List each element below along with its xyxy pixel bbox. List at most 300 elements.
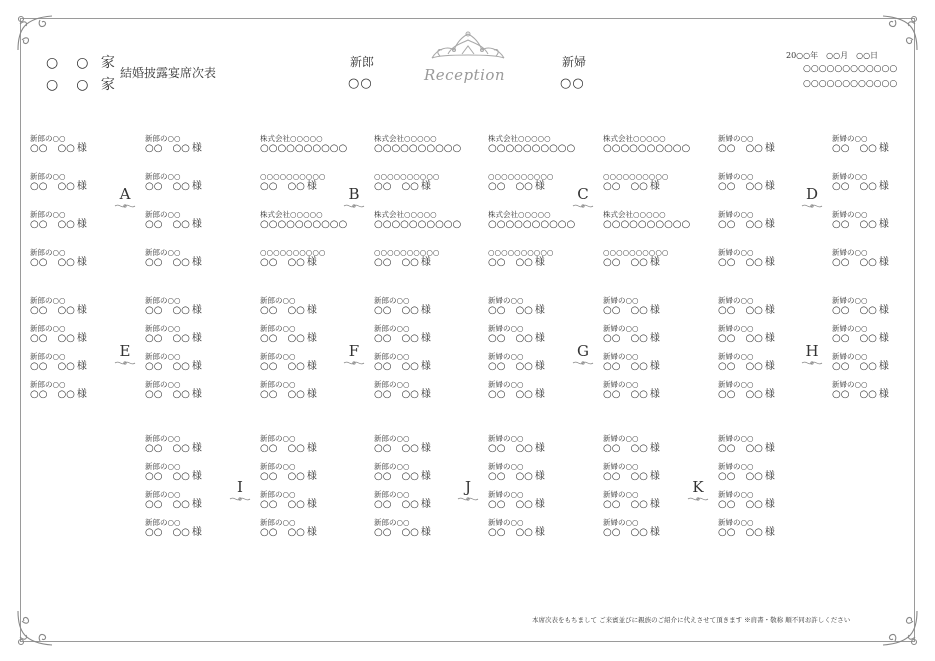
seat-relation: 新婦の○○: [832, 380, 868, 389]
seat-name: ○○ ○○: [260, 389, 305, 400]
seat-name: ○○ ○○: [718, 181, 763, 192]
seat-name-line: [603, 143, 691, 154]
seat-name: ○○○○○○○○○○: [260, 219, 348, 230]
seat-name: ○○ ○○: [488, 471, 533, 482]
table-letter: J: [464, 478, 471, 496]
seat-name-line: [260, 143, 348, 154]
seat-honorific: 様: [764, 527, 775, 538]
seat-relation: 新婦の○○: [603, 490, 639, 499]
seat-name-line: [603, 219, 691, 230]
seat-name-line: [374, 306, 450, 315]
seat-honorific: 様: [306, 499, 317, 510]
bride-name: ○○: [560, 76, 585, 91]
seat-honorific: 様: [191, 471, 202, 482]
seat-honorific: 様: [878, 257, 889, 268]
seat-entry: [374, 380, 450, 399]
seat-relation: 新郎の○○: [260, 434, 296, 443]
table-label: [342, 186, 366, 210]
seat-relation: 新郎の○○: [374, 296, 410, 305]
seat-honorific: 様: [76, 219, 87, 230]
seat-name: ○○ ○○: [30, 389, 75, 400]
seat-name: ○○ ○○: [374, 527, 419, 538]
seat-relation: 株式会社○○○○○: [260, 134, 323, 143]
seat-entry: [30, 210, 106, 229]
seat-name-line: [30, 390, 106, 399]
seat-name-line: [260, 362, 336, 371]
seat-name: ○○ ○○: [260, 443, 305, 454]
seat-honorific: 様: [191, 333, 202, 344]
seat-entry: [30, 172, 106, 191]
seat-entry: [718, 172, 794, 191]
seat-entry: [374, 296, 450, 315]
seat-relation: 新婦の○○: [603, 380, 639, 389]
seat-name: ○○ ○○: [832, 181, 877, 192]
seat-entry: [374, 518, 450, 537]
seat-name-line: [260, 334, 336, 343]
seat-entry: [260, 210, 348, 230]
seat-entry: [145, 248, 221, 267]
seat-relation: 株式会社○○○○○: [603, 134, 666, 143]
seat-relation: 新婦の○○: [718, 380, 754, 389]
seat-relation: 新婦の○○: [488, 352, 524, 361]
seat-entry: [832, 210, 908, 229]
seat-entry: [832, 352, 908, 371]
seat-honorific: 様: [764, 471, 775, 482]
seat-name: ○○ ○○: [488, 443, 533, 454]
seat-relation: ○○○○○○○○○○: [374, 248, 440, 257]
seat-entry: [30, 134, 106, 153]
seat-relation: 株式会社○○○○○: [488, 210, 551, 219]
seat-name-line: [30, 144, 106, 153]
seat-entry: [832, 134, 908, 153]
seat-relation: 新郎の○○: [374, 490, 410, 499]
corner-ornament-icon: [12, 607, 56, 651]
seat-honorific: 様: [878, 219, 889, 230]
seat-name-line: [718, 220, 794, 229]
seat-name: ○○ ○○: [145, 257, 190, 268]
bride-label: 新婦: [562, 55, 587, 69]
seat-entry: [374, 134, 462, 154]
table-label: [228, 479, 252, 503]
seat-name: ○○ ○○: [488, 181, 533, 192]
seat-entry: [145, 462, 221, 481]
seat-relation: ○○○○○○○○○○: [374, 172, 440, 181]
seat-honorific: 様: [191, 219, 202, 230]
seat-name-line: [30, 306, 106, 315]
tiara-icon: [418, 28, 518, 68]
seat-name-line: [374, 444, 450, 453]
seat-entry: [374, 210, 462, 230]
seat-relation: 新婦の○○: [488, 462, 524, 471]
seat-honorific: 様: [191, 389, 202, 400]
seat-name-line: [603, 306, 679, 315]
seat-relation: 新婦の○○: [718, 490, 754, 499]
seat-name-line: [832, 258, 908, 267]
seat-name-line: [718, 472, 794, 481]
seat-name: ○○○○○○○○○○: [374, 143, 462, 154]
seat-entry: [832, 248, 908, 267]
seat-entry: [260, 352, 336, 371]
seat-name: ○○ ○○: [718, 257, 763, 268]
seat-honorific: 様: [191, 143, 202, 154]
seat-honorific: 様: [878, 389, 889, 400]
seat-relation: 新郎の○○: [30, 352, 66, 361]
seat-name: ○○ ○○: [30, 257, 75, 268]
seat-honorific: 様: [878, 361, 889, 372]
seat-entry: [488, 134, 576, 154]
seat-honorific: 様: [764, 443, 775, 454]
seat-name-line: [374, 143, 462, 154]
seat-entry: [260, 134, 348, 154]
footer-note: 本席次表をもちまして ご来賓並びに親族のご紹介に代えさせて頂きます ※肩書・敬称 順不同お許しください: [532, 616, 851, 624]
seat-relation: 新婦の○○: [603, 324, 639, 333]
seat-relation: 新婦の○○: [488, 380, 524, 389]
seat-relation: 新婦の○○: [832, 352, 868, 361]
seat-name-line: [832, 334, 908, 343]
table-letter: F: [348, 342, 360, 360]
seat-entry: [260, 324, 336, 343]
seat-entry: [260, 518, 336, 537]
seat-name-line: [718, 390, 794, 399]
seat-honorific: 様: [76, 257, 87, 268]
seat-honorific: 様: [76, 389, 87, 400]
seat-honorific: 様: [420, 499, 431, 510]
table-label: [113, 186, 137, 210]
seat-name-line: [260, 219, 348, 230]
seat-name-line: [718, 528, 794, 537]
seat-honorific: 様: [534, 499, 545, 510]
flourish-icon: [572, 202, 594, 210]
seat-honorific: 様: [420, 361, 431, 372]
seat-entry: [145, 518, 221, 537]
seat-entry: [145, 324, 221, 343]
seat-relation: 新婦の○○: [832, 296, 868, 305]
seat-honorific: 様: [764, 143, 775, 154]
seat-honorific: 様: [306, 361, 317, 372]
seat-entry: [832, 296, 908, 315]
seat-entry: [488, 490, 564, 509]
seat-name-line: [30, 362, 106, 371]
seat-name-line: [145, 182, 221, 191]
seat-name-line: [832, 390, 908, 399]
seat-name-line: [260, 500, 336, 509]
seat-name-line: [260, 528, 336, 537]
seat-entry: [374, 352, 450, 371]
seat-name: ○○ ○○: [374, 257, 419, 268]
seat-entry: [260, 462, 336, 481]
seat-name-line: [718, 500, 794, 509]
seat-honorific: 様: [420, 527, 431, 538]
seat-honorific: 様: [764, 257, 775, 268]
seat-name-line: [145, 220, 221, 229]
seat-entry: [374, 248, 450, 267]
seat-name-line: [374, 390, 450, 399]
seat-relation: 新婦の○○: [832, 210, 868, 219]
seat-name: ○○ ○○: [603, 333, 648, 344]
seat-entry: [145, 210, 221, 229]
seat-name: ○○ ○○: [260, 361, 305, 372]
seat-relation: 新郎の○○: [145, 380, 181, 389]
seat-name: ○○ ○○: [145, 219, 190, 230]
seat-name: ○○○○○○○○○○: [374, 219, 462, 230]
seat-entry: [488, 172, 564, 191]
seat-relation: 新婦の○○: [718, 352, 754, 361]
seat-relation: 新婦の○○: [718, 210, 754, 219]
seat-honorific: 様: [191, 361, 202, 372]
seat-entry: [30, 352, 106, 371]
seat-relation: 新婦の○○: [488, 490, 524, 499]
seat-relation: ○○○○○○○○○○: [603, 248, 669, 257]
seat-name: ○○ ○○: [832, 219, 877, 230]
seat-honorific: 様: [420, 305, 431, 316]
seat-entry: [374, 462, 450, 481]
seat-relation: 株式会社○○○○○: [374, 134, 437, 143]
seat-honorific: 様: [764, 499, 775, 510]
seat-name: ○○ ○○: [603, 181, 648, 192]
seat-relation: 新郎の○○: [260, 380, 296, 389]
seat-name: ○○ ○○: [718, 471, 763, 482]
seat-name: ○○ ○○: [718, 389, 763, 400]
seat-name-line: [488, 444, 564, 453]
seat-name: ○○ ○○: [30, 181, 75, 192]
seat-honorific: 様: [649, 333, 660, 344]
seat-name: ○○ ○○: [718, 443, 763, 454]
seat-name: ○○ ○○: [832, 257, 877, 268]
seat-name-line: [603, 390, 679, 399]
seat-relation: 新婦の○○: [488, 324, 524, 333]
seat-relation: 新郎の○○: [145, 352, 181, 361]
seat-relation: ○○○○○○○○○○: [488, 248, 554, 257]
seat-name-line: [374, 258, 450, 267]
seat-honorific: 様: [306, 333, 317, 344]
seat-name-line: [374, 472, 450, 481]
seat-name: ○○ ○○: [603, 471, 648, 482]
seat-entry: [603, 462, 679, 481]
seat-honorific: 様: [649, 257, 660, 268]
seat-name: ○○ ○○: [832, 143, 877, 154]
seat-honorific: 様: [306, 389, 317, 400]
seat-relation: 新郎の○○: [145, 210, 181, 219]
seat-honorific: 様: [306, 443, 317, 454]
seat-entry: [260, 172, 336, 191]
seat-relation: 新婦の○○: [832, 248, 868, 257]
flourish-icon: [343, 359, 365, 367]
seat-name-line: [145, 500, 221, 509]
seat-name: ○○ ○○: [718, 499, 763, 510]
seat-honorific: 様: [306, 257, 317, 268]
seat-name-line: [603, 472, 679, 481]
seat-entry: [488, 352, 564, 371]
seat-honorific: 様: [649, 499, 660, 510]
seat-relation: 新婦の○○: [718, 172, 754, 181]
seat-entry: [260, 490, 336, 509]
seat-honorific: 様: [764, 181, 775, 192]
seat-honorific: 様: [420, 257, 431, 268]
seat-honorific: 様: [420, 471, 431, 482]
seat-entry: [718, 296, 794, 315]
seat-honorific: 様: [76, 143, 87, 154]
seat-name: ○○ ○○: [832, 389, 877, 400]
seat-name-line: [374, 182, 450, 191]
seat-relation: 新婦の○○: [488, 296, 524, 305]
seat-honorific: 様: [76, 305, 87, 316]
seat-name: ○○ ○○: [374, 443, 419, 454]
seat-honorific: 様: [306, 527, 317, 538]
table-letter: D: [805, 185, 819, 203]
table-label: [113, 343, 137, 367]
seat-name: ○○ ○○: [718, 219, 763, 230]
seat-relation: 株式会社○○○○○: [374, 210, 437, 219]
seat-relation: 新郎の○○: [145, 296, 181, 305]
seat-name-line: [145, 528, 221, 537]
seat-honorific: 様: [534, 181, 545, 192]
seat-honorific: 様: [534, 527, 545, 538]
seat-honorific: 様: [420, 389, 431, 400]
seat-entry: [718, 462, 794, 481]
seat-name: ○○ ○○: [145, 499, 190, 510]
seat-name: ○○ ○○: [374, 333, 419, 344]
corner-ornament-icon: [879, 10, 923, 54]
seat-relation: 新婦の○○: [718, 296, 754, 305]
table-label: [571, 343, 595, 367]
seat-entry: [145, 434, 221, 453]
seat-honorific: 様: [420, 333, 431, 344]
seat-entry: [145, 352, 221, 371]
seat-name: ○○ ○○: [603, 499, 648, 510]
seat-relation: 新婦の○○: [718, 248, 754, 257]
seat-relation: 新郎の○○: [374, 518, 410, 527]
seat-entry: [145, 172, 221, 191]
seat-name: ○○ ○○: [260, 333, 305, 344]
flourish-icon: [229, 495, 251, 503]
seat-entry: [718, 518, 794, 537]
seat-honorific: 様: [764, 333, 775, 344]
seat-name-line: [260, 182, 336, 191]
seat-honorific: 様: [534, 361, 545, 372]
seat-name-line: [603, 182, 679, 191]
seat-entry: [718, 134, 794, 153]
seat-name-line: [718, 258, 794, 267]
seat-name: ○○ ○○: [488, 333, 533, 344]
seat-entry: [145, 134, 221, 153]
seat-name-line: [488, 306, 564, 315]
seat-name: ○○ ○○: [488, 305, 533, 316]
seat-honorific: 様: [534, 305, 545, 316]
seat-name: ○○ ○○: [374, 389, 419, 400]
seat-name: ○○ ○○: [260, 499, 305, 510]
seat-entry: [488, 434, 564, 453]
seat-name: ○○ ○○: [260, 305, 305, 316]
seat-name-line: [488, 219, 576, 230]
seat-relation: 新郎の○○: [145, 134, 181, 143]
seat-relation: 新郎の○○: [260, 490, 296, 499]
seat-relation: 新婦の○○: [832, 134, 868, 143]
seat-entry: [374, 434, 450, 453]
seat-name-line: [145, 306, 221, 315]
seat-name: ○○ ○○: [145, 471, 190, 482]
seat-entry: [718, 490, 794, 509]
seat-name-line: [145, 258, 221, 267]
seat-entry: [145, 296, 221, 315]
seat-honorific: 様: [306, 471, 317, 482]
seat-honorific: 様: [191, 257, 202, 268]
seat-name-line: [832, 144, 908, 153]
seat-relation: 新婦の○○: [603, 296, 639, 305]
seat-relation: 新郎の○○: [145, 462, 181, 471]
seat-name-line: [145, 390, 221, 399]
seat-honorific: 様: [649, 389, 660, 400]
seat-name-line: [488, 258, 564, 267]
seat-name: ○○ ○○: [488, 389, 533, 400]
seat-entry: [718, 352, 794, 371]
seat-honorific: 様: [764, 219, 775, 230]
seat-name: ○○ ○○: [145, 181, 190, 192]
seat-name: ○○ ○○: [488, 499, 533, 510]
seat-name: ○○ ○○: [603, 361, 648, 372]
table-letter: K: [692, 478, 704, 496]
flourish-icon: [457, 495, 479, 503]
seat-name-line: [603, 444, 679, 453]
seat-name-line: [832, 362, 908, 371]
seat-entry: [832, 172, 908, 191]
seat-name-line: [488, 472, 564, 481]
venue-line-1: ○○○○○○○○○○○○: [803, 64, 898, 74]
seat-name: ○○○○○○○○○○: [603, 219, 691, 230]
flourish-icon: [343, 202, 365, 210]
seat-honorific: 様: [534, 471, 545, 482]
seat-name-line: [603, 258, 679, 267]
seat-honorific: 様: [649, 305, 660, 316]
seat-name-line: [145, 362, 221, 371]
seat-name-line: [603, 528, 679, 537]
seat-name: ○○ ○○: [145, 333, 190, 344]
seat-relation: 新郎の○○: [374, 462, 410, 471]
seat-name-line: [260, 472, 336, 481]
seat-entry: [718, 324, 794, 343]
seat-name-line: [374, 500, 450, 509]
seat-name: ○○ ○○: [374, 305, 419, 316]
family-circles: ○ ○: [46, 55, 91, 71]
seat-name: ○○ ○○: [603, 305, 648, 316]
seat-entry: [488, 518, 564, 537]
seat-honorific: 様: [878, 181, 889, 192]
seat-relation: 新郎の○○: [30, 248, 66, 257]
seat-relation: ○○○○○○○○○○: [260, 248, 326, 257]
seat-honorific: 様: [764, 361, 775, 372]
seat-name-line: [145, 472, 221, 481]
seat-entry: [488, 380, 564, 399]
seat-name-line: [718, 144, 794, 153]
seat-honorific: 様: [649, 527, 660, 538]
family-name-top: [46, 52, 117, 72]
seat-relation: 新郎の○○: [145, 172, 181, 181]
seat-honorific: 様: [306, 305, 317, 316]
event-date: 20○○年 ○○月 ○○日: [786, 51, 879, 60]
seat-name-line: [30, 182, 106, 191]
seat-name: ○○ ○○: [603, 443, 648, 454]
seat-relation: 新郎の○○: [30, 134, 66, 143]
seat-name-line: [488, 334, 564, 343]
seat-honorific: 様: [76, 181, 87, 192]
seat-name: ○○ ○○: [145, 527, 190, 538]
seat-relation: 新婦の○○: [718, 434, 754, 443]
seat-name-line: [145, 144, 221, 153]
seat-name-line: [718, 334, 794, 343]
seat-name: ○○ ○○: [374, 361, 419, 372]
seat-honorific: 様: [649, 361, 660, 372]
seat-entry: [603, 324, 679, 343]
seat-entry: [603, 434, 679, 453]
